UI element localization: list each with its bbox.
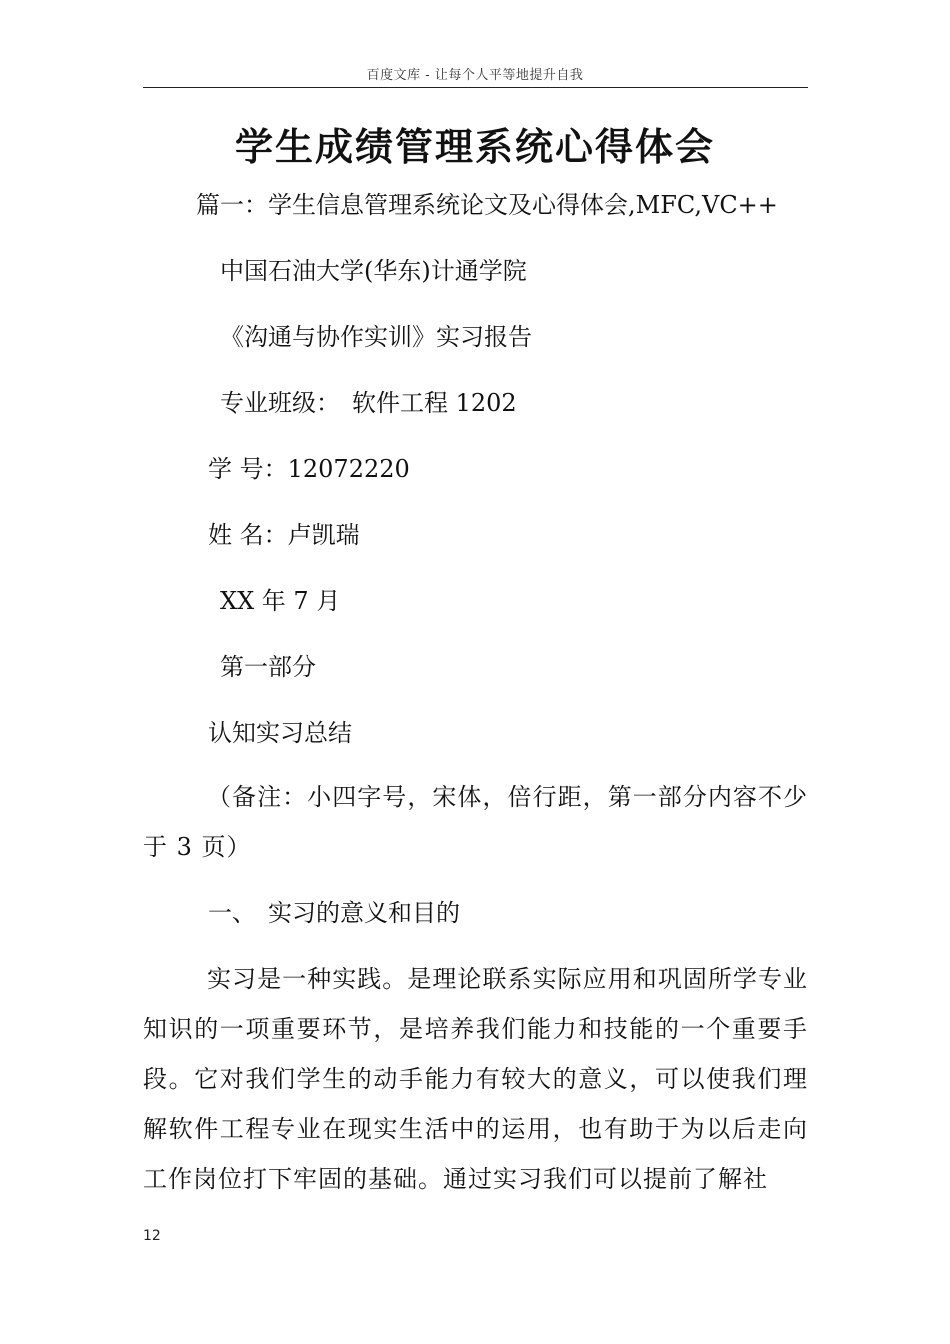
note-paragraph: （备注：小四字号，宋体，倍行距，第一部分内容不少于 3 页） bbox=[143, 783, 808, 861]
header-text: 百度文库 - 让每个人平等地提升自我 bbox=[366, 68, 584, 83]
student-name-line: 姓 名：卢凯瑞 bbox=[208, 521, 360, 549]
document-title: 学生成绩管理系统心得体会 bbox=[234, 124, 715, 169]
major-class-line: 专业班级： 软件工程 1202 bbox=[220, 389, 517, 417]
report-title-line: 《沟通与协作实训》实习报告 bbox=[220, 323, 532, 351]
student-id-line: 学 号：12072220 bbox=[208, 455, 410, 483]
heading-one: 一、 实习的意义和目的 bbox=[208, 899, 460, 927]
header-rule bbox=[143, 87, 808, 88]
university-line: 中国石油大学(华东)计通学院 bbox=[220, 257, 527, 285]
date-line: XX 年 7 月 bbox=[220, 587, 341, 615]
section-heading: 认知实习总结 bbox=[208, 719, 352, 747]
subtitle-line: 篇一：学生信息管理系统论文及心得体会,MFC,VC++ bbox=[196, 191, 778, 219]
part-heading: 第一部分 bbox=[220, 653, 316, 681]
body-paragraph: 实习是一种实践。是理论联系实际应用和巩固所学专业知识的一项重要环节，是培养我们能力和技能的一个重要手段。它对我们学生的动手能力有较大的意义，可以使我们理解软件工程专业在现实生活中的运用，也有助于为以后走向工作岗位打下牢固的基础。通过实习我们可以提前了解社 bbox=[143, 965, 808, 1193]
page-number: 12 bbox=[143, 1228, 161, 1244]
